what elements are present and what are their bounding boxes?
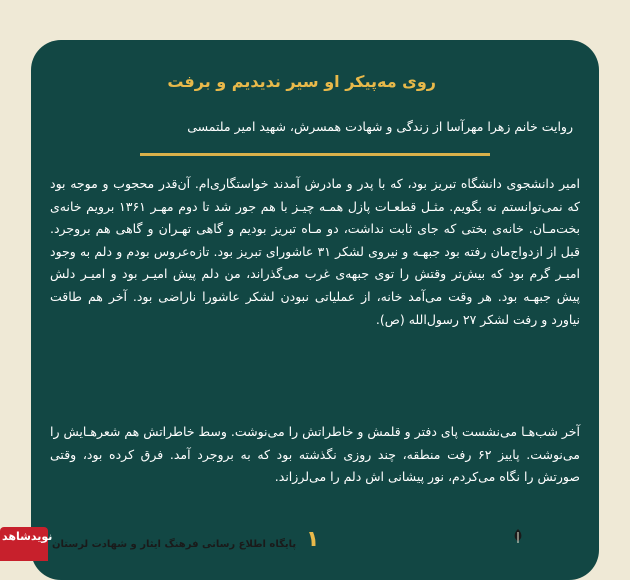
- site-logo-badge: [0, 527, 53, 561]
- site-logo-badge-text: نویدشاهد: [2, 530, 53, 543]
- paragraph-1: امیر دانشجوی دانشگاه تبریز بود، که با پدر و مادرش آمدند خواستگاری‌ام. آن‌قدر محجوب و موجه بود که نمی‌توانستم نه بگویم. مثـل قطعـات پازل همـه چیـز با هم جور شد تا دوم مهـر ۱۳۶۱ برویم خانه‌ی بخت‌مـان. خانه‌ی بختی که جای ثابت نداشت، دو مـاه تبریز بودیم و گاهی تهـران و گاهی هم بروجرد. قبل از ازدواج‌مان رفته بود جبهـه و نیروی لشکر ۳۱ عاشورای تبریز بود. تازه‌عروس بودم و دلم به وجود امیـر گرم بود که بیش‌تر وقتش را توی جبهه‌ی غرب می‌گذراند، من دلم پیش امیـر بود و امیـر دلش پیش جبهـه بود. هر وقت می‌آمد خانه، از عملیاتی نبودن لشکر عاشورا ناراضی بود. آخر هم طاقت نیاورد و رفت لشکر ۲۷ رسول‌الله (ص).: [50, 176, 581, 327]
- page-title: روی مه‌پیکر او سیر ندیدیم و برفت: [167, 72, 436, 91]
- tulip-emblem-icon: [510, 528, 526, 544]
- page-number: ۱: [306, 527, 320, 552]
- paragraph-2: آخر شب‌هـا می‌نشست پای دفتر و قلمش و خاطراتش را می‌نوشت. وسط خاطراتش هم شعرهـایش را می‌نوشت. پاییز ۶۲ رفت منطقه، چند روزی نگذشته بود که به بروجرد آمد. فرق کرده بود، وقتی صورتش را نگاه می‌کردم، نور پیشانی اش دلم را می‌لرزاند.: [50, 424, 580, 485]
- title-divider: [140, 153, 490, 156]
- site-logo-text: پایگاه اطلاع رسانی فرهنگ ایثار و شهادت لرستان: [52, 539, 297, 550]
- subtitle: روایت خانم زهرا مهرآسا از زندگی و شهادت همسرش، شهید امیر ملتمسی: [187, 119, 573, 134]
